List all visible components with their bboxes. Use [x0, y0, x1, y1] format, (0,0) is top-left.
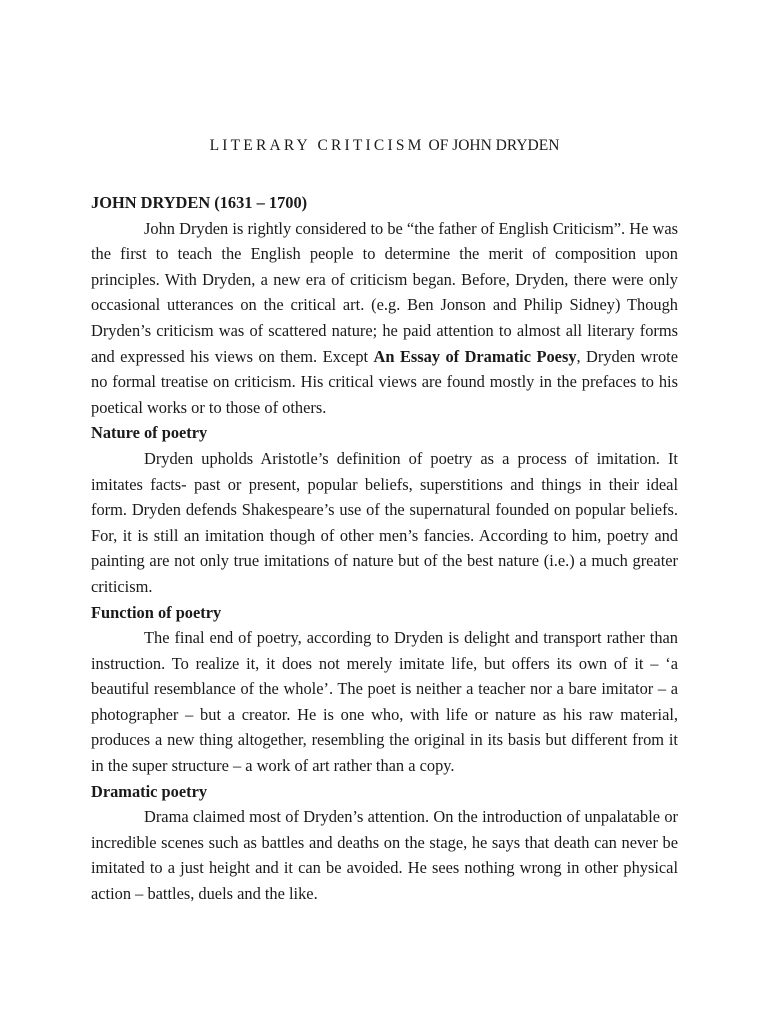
paragraph-text: John Dryden is rightly considered to be “the father of English Criticism”. He was the first to teach the English people to determine the merit of composition upon principles. With Dryden, a new era of criticism began. Before, Dryden, there were only occasional utterances on the critical art. (e.g. Ben Jonson and Philip Sidney) Though Dryden’s criticism was of scattered nature; he paid attention to almost all literary forms and expressed his views on them. Except [91, 218, 678, 366]
section-heading: JOHN DRYDEN (1631 – 1700) [91, 193, 308, 212]
section-paragraph [91, 625, 678, 779]
paragraph-text: Drama claimed most of Dryden’s attention. On the introduction of unpalatable or incredible scenes such as battles and deaths on the stage, he says that death can never be imitated to a just height and it can be avoided. He sees nothing wrong in other physical action – battles, duels and the like. [91, 807, 678, 904]
section-paragraph [91, 216, 678, 421]
section-heading: Dramatic poetry [91, 781, 208, 801]
section-nature-of-poetry [91, 420, 678, 599]
document-title [91, 137, 678, 155]
section-function-of-poetry [91, 600, 678, 779]
paragraph-text: Dryden upholds Aristotle’s definition of poetry as a process of imitation. It imitates facts- past or present, popular beliefs, superstitions and things in their ideal form. Dryden defends Shakespeare’s use of the supernatural founded on popular beliefs. For, it is still an imitation though of other men’s fancies. According to him, poetry and painting are not only true imitations of nature but of the best nature (i.e.) a much greater criticism. [91, 448, 678, 596]
section-paragraph [91, 446, 678, 600]
title-rest-part: OF JOHN DRYDEN [428, 137, 560, 154]
section-heading: Nature of poetry [91, 423, 208, 443]
section-john-dryden [91, 190, 678, 420]
paragraph-text: , Dryden wrote no formal treatise on criticism. His critical views are found mostly in the prefaces to his poetical works or to those of others. [91, 346, 678, 417]
section-paragraph [91, 804, 678, 906]
document-body [91, 190, 678, 907]
section-heading: Function of poetry [91, 602, 222, 622]
paragraph-text: The final end of poetry, according to Dryden is delight and transport rather than instruction. To realize it, it does not merely imitate life, but offers its own of it – ‘a beautiful resemblance of the whole’. The poet is neither a teacher nor a bare imitator – a photographer – but a creator. He is one who, with life or nature as his raw material, produces a new thing altogether, resembling the original in its basis but different from it in the super structure – a work of art rather than a copy. [91, 628, 678, 776]
essay-title-bold: An Essay of Dramatic Poesy [373, 346, 577, 366]
title-spaced-part: LITERARY CRITICISM [209, 137, 425, 154]
section-dramatic-poetry [91, 779, 678, 907]
